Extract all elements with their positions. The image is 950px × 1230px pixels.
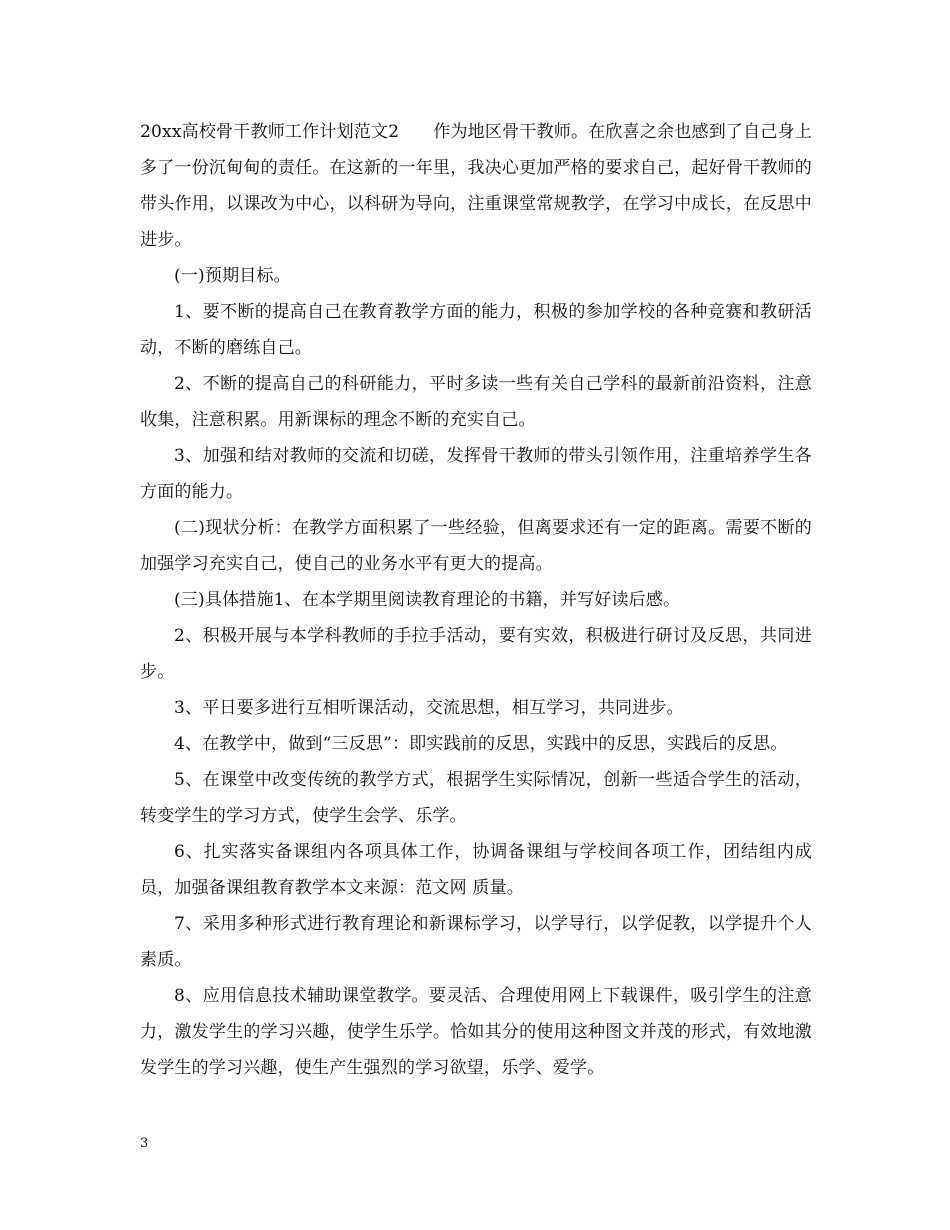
measure-item-5: 5、在课堂中改变传统的教学方式，根据学生实际情况，创新一些适合学生的活动，转变学生的学习方式，使学生会学、乐学。 [140, 770, 812, 826]
measure-item-4: 4、在教学中，做到“三反思”：即实践前的反思，实践中的反思，实践后的反思。 [174, 734, 788, 754]
measure-item-2: 2、积极开展与本学科教师的手拉手活动，要有实效，积极进行研讨及反思，共同进步。 [140, 626, 812, 682]
goal-item-3: 3、加强和结对教师的交流和切磋，发挥骨干教师的带头引领作用，注重培养学生各方面的能力。 [140, 446, 812, 502]
heading-expected-goals: (一)预期目标。 [174, 266, 291, 286]
status-analysis: (二)现状分析：在教学方面积累了一些经验，但离要求还有一定的距离。需要不断的加强学习充实自己，使自己的业务水平有更大的提高。 [140, 518, 812, 574]
intro-text: 作为地区骨干教师。在欣喜之余也感到了自己身上多了一份沉甸甸的责任。在这新的一年里，我决心更加严格的要求自己，起好骨干教师的带头作用，以课改为中心，以科研为导向，注重课堂常规教学，在学习中成长，在反思中进步。 [140, 122, 812, 250]
page-number: 3 [140, 1136, 149, 1151]
document-body [140, 114, 812, 1086]
measure-item-3: 3、平日要多进行互相听课活动，交流思想，相互学习，共同进步。 [174, 698, 684, 718]
measure-item-1: (三)具体措施1、在本学期里阅读教育理论的书籍，并写好读后感。 [174, 590, 681, 610]
measure-item-8: 8、应用信息技术辅助课堂教学。要灵活、合理使用网上下载课件，吸引学生的注意力，激发学生的学习兴趣，使学生乐学。恰如其分的使用这种图文并茂的形式，有效地激发学生的学习兴趣，使生产生强烈的学习欲望，乐学、爱学。 [140, 986, 812, 1078]
measure-item-6: 6、扎实落实备课组内各项具体工作，协调备课组与学校间各项工作，团结组内成员，加强备课组教育教学本文来源：范文网 质量。 [140, 842, 812, 898]
document-title: 20xx高校骨干教师工作计划范文2 [140, 122, 400, 142]
title-paragraph [140, 114, 812, 258]
goal-item-1: 1、要不断的提高自己在教育教学方面的能力，积极的参加学校的各种竞赛和教研活动，不断的磨练自己。 [140, 302, 812, 358]
measure-item-7: 7、采用多种形式进行教育理论和新课标学习，以学导行，以学促教，以学提升个人素质。 [140, 914, 812, 970]
goal-item-2: 2、不断的提高自己的科研能力，平时多读一些有关自己学科的最新前沿资料，注意收集，注意积累。用新课标的理念不断的充实自己。 [140, 374, 812, 430]
